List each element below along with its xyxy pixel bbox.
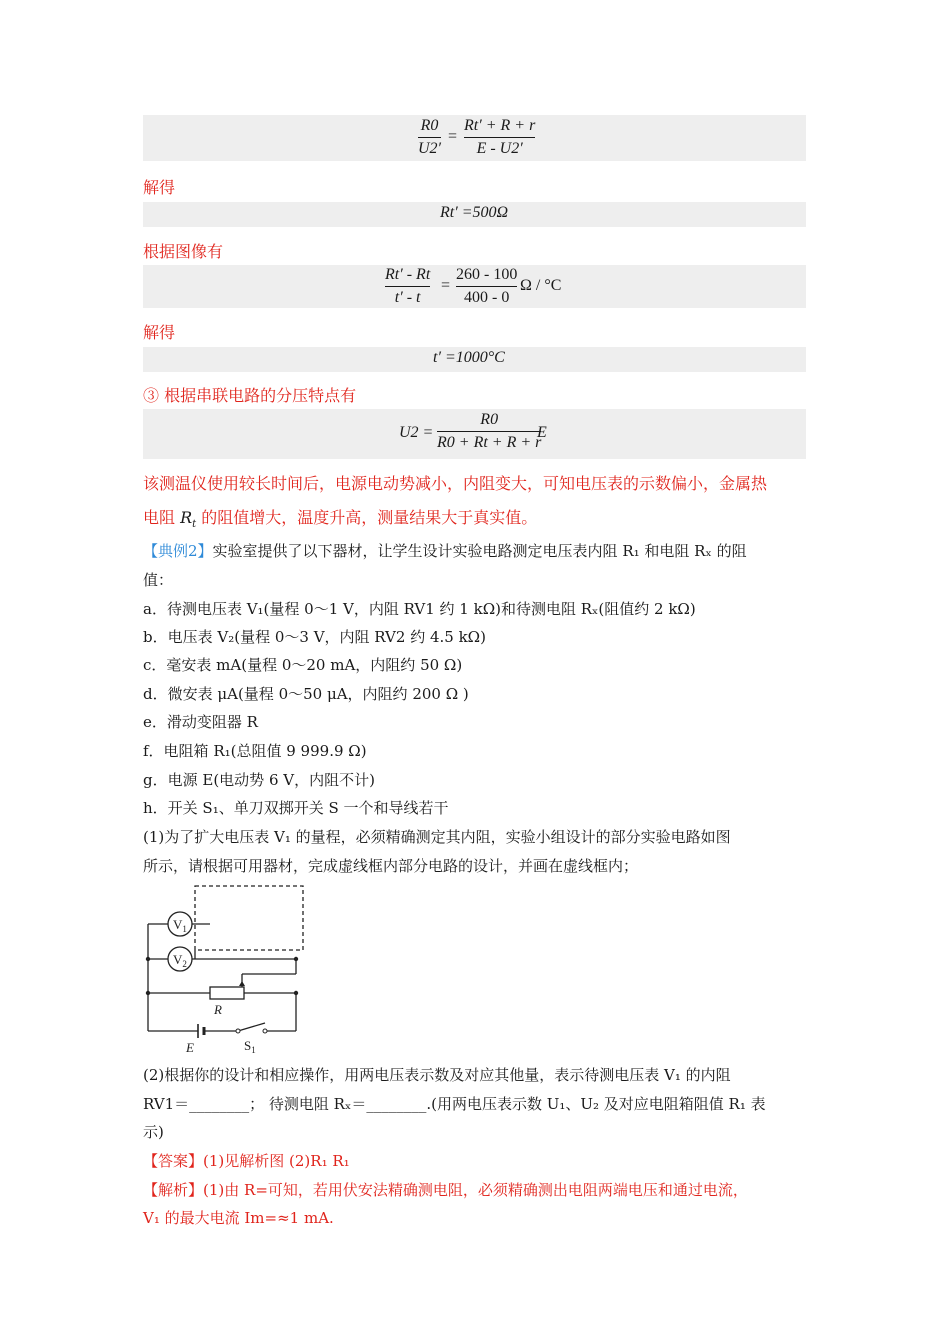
- solve-label-1: 解得: [143, 178, 176, 197]
- circuit-diagram: [140, 884, 310, 1056]
- question-1-line-1: (1)为了扩大电压表 V₁ 的量程，必须精确测定其内阻，实验小组设计的部分实验电路如图: [143, 828, 731, 846]
- example-line-2: 值：: [143, 571, 174, 589]
- eq5-lhs: U2 =: [399, 424, 434, 441]
- eq3-unit: Ω / °C: [520, 277, 562, 294]
- eq5-numerator: R0: [480, 411, 499, 428]
- eq1-right-denominator: E - U2′: [476, 140, 523, 157]
- analysis-line-2: V₁ 的最大电流 Im=≈1 mA.: [143, 1209, 334, 1227]
- conclusion-line-2: [143, 505, 537, 530]
- question-2-line-2: RV1＝________； 待测电阻 Rₓ＝________.(用两电压表示数 U₁、U₂ 及对应电阻箱阻值 R₁ 表: [143, 1095, 766, 1113]
- item-e: e．滑动变阻器 R: [143, 713, 258, 731]
- eq3-right-numerator: 260 - 100: [456, 266, 518, 283]
- example-text-1: 实验室提供了以下器材，让学生设计实验电路测定电压表内阻 R₁ 和电阻 Rₓ 的阻: [212, 542, 747, 560]
- conclusion-rt-symbol: $R_t$: [180, 508, 197, 531]
- item-d: d．微安表 μA(量程 0～50 μA，内阻约 200 Ω ): [143, 685, 469, 703]
- eq3-left-numerator: Rt′ - Rt: [385, 266, 431, 283]
- circuit-label-v1: $V_1$: [173, 917, 187, 934]
- question-1-line-2: 所示，请根据可用器材，完成虚线框内部分电路的设计，并画在虚线框内；: [143, 857, 639, 875]
- question-2-line-3: 示): [143, 1123, 164, 1141]
- analysis-text-1: (1)由 R=可知，若用伏安法精确测电阻，必须精确测出电阻两端电压和通过电流，: [203, 1181, 748, 1199]
- eq3-right-fraction: [456, 266, 517, 307]
- eq2-text: Rt′ =500Ω: [440, 204, 509, 221]
- eq1-left-fraction: [418, 117, 441, 158]
- eq5-fraction: [437, 411, 541, 452]
- switch-s1-symbol: [238, 1023, 265, 1031]
- conclusion-line-2-pre: 电阻: [143, 508, 176, 527]
- rheostat-symbol: [210, 987, 244, 999]
- item-f: f．电阻箱 R₁(总阻值 9 999.9 Ω): [143, 742, 367, 760]
- answer-tag: 【答案】: [143, 1152, 204, 1170]
- analysis-tag: 【解析】: [143, 1181, 204, 1199]
- eq3-left-fraction: [385, 266, 430, 307]
- eq4-text: t′ =1000°C: [433, 349, 505, 366]
- circuit-label-s1: $S_1$: [244, 1038, 256, 1055]
- item-3-heading: ③ 根据串联电路的分压特点有: [143, 386, 357, 405]
- eq5-tail: E: [537, 424, 547, 441]
- conclusion-line-1: 该测温仪使用较长时间后，电源电动势减小，内阻变大，可知电压表的示数偏小，金属热: [143, 474, 768, 493]
- circuit-label-e: E: [186, 1040, 194, 1055]
- item-g: g．电源 E(电动势 6 V，内阻不计): [143, 771, 375, 789]
- dashed-design-box: [195, 886, 303, 950]
- item-h: h．开关 S₁、单刀双掷开关 S 一个和导线若干: [143, 799, 449, 817]
- graph-label: 根据图像有: [143, 242, 224, 261]
- example-tag: 【典例2】: [143, 542, 213, 560]
- solve-label-2: 解得: [143, 323, 176, 342]
- eq5-denominator: R0 + Rt + R + r: [437, 434, 542, 451]
- answer-line: [143, 1150, 350, 1171]
- item-b: b．电压表 V₂(量程 0～3 V，内阻 RV2 约 4.5 kΩ): [143, 628, 486, 646]
- eq3-right-denominator: 400 - 0: [464, 289, 510, 306]
- eq1-equals: =: [448, 128, 458, 145]
- eq3-equals: =: [441, 277, 451, 294]
- answer-text: (1)见解析图 (2)R₁ R₁: [203, 1152, 350, 1170]
- analysis-line-1: [143, 1179, 748, 1200]
- item-c: c．毫安表 mA(量程 0～20 mA，内阻约 50 Ω): [143, 656, 463, 674]
- question-2-line-1: (2)根据你的设计和相应操作，用两电压表示数及对应其他量，表示待测电压表 V₁ 的内阻: [143, 1066, 731, 1084]
- circuit-label-v2: $V_2$: [173, 952, 187, 969]
- eq1-left-numerator: R0: [420, 117, 439, 134]
- eq3-left-denominator: t′ - t: [394, 289, 421, 306]
- item-a: a．待测电压表 V₁(量程 0～1 V，内阻 RV1 约 1 kΩ)和待测电阻 Rₓ(阻值约 2 kΩ): [143, 600, 696, 618]
- eq1-right-fraction: [464, 117, 535, 158]
- example-line-1: [143, 540, 747, 561]
- conclusion-line-2-post: 的阻值增大，温度升高，测量结果大于真实值。: [201, 508, 538, 527]
- eq1-right-numerator: Rt′ + R + r: [464, 117, 536, 134]
- circuit-label-r: R: [214, 1002, 222, 1017]
- eq1-left-denominator: U2′: [418, 140, 442, 157]
